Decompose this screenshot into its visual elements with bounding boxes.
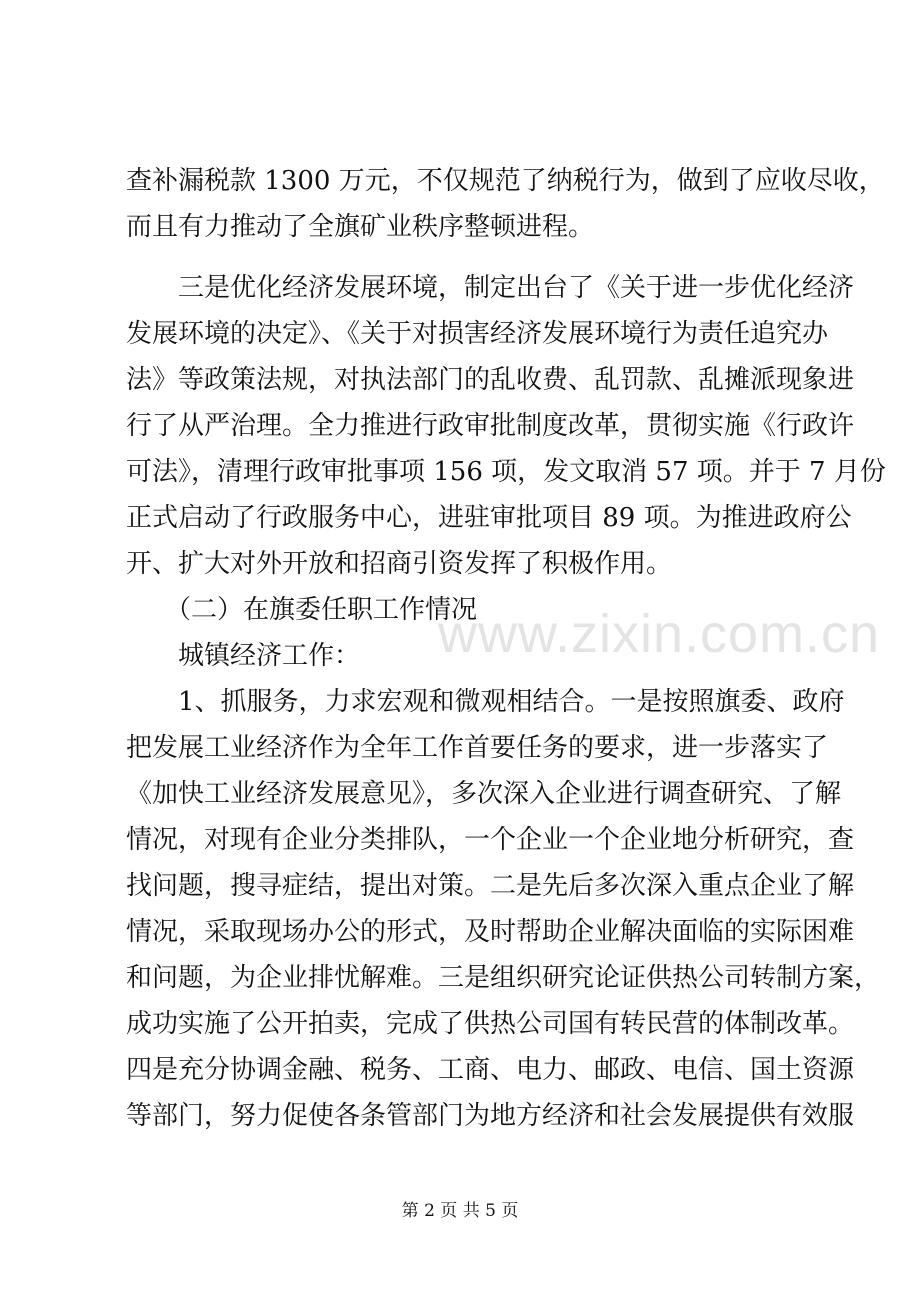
text-line: 开、扩大对外开放和招商引资发挥了积极作用。 — [126, 549, 673, 579]
text-line: 行了从严治理。全力推进行政审批制度改革，贯彻实施《行政许 — [126, 411, 855, 441]
text-line: 把发展工业经济作为全年工作首要任务的要求，进一步落实了 — [126, 733, 829, 763]
text-line: 发展环境的决定》、《关于对损害经济发展环境行为责任追究办 — [126, 319, 829, 349]
text-line: 找问题，搜寻症结，提出对策。二是先后多次深入重点企业了解 — [126, 871, 855, 901]
text-line: 《加快工业经济发展意见》，多次深入企业进行调查研究、了解 — [126, 779, 842, 809]
watermark: www.zixin.com.cn — [438, 604, 881, 664]
text-line: 而且有力推动了全旗矿业秩序整顿进程。 — [126, 212, 595, 242]
text-line: 法》等政策法规，对执法部门的乱收费、乱罚款、乱摊派现象进 — [126, 365, 855, 395]
section-heading: （二）在旗委任职工作情况 — [165, 595, 478, 625]
text-line: 查补漏税款 1300 万元，不仅规范了纳税行为，做到了应收尽收， — [126, 166, 885, 196]
text-line: 可法》，清理行政审批事项 156 项，发文取消 57 项。并于 7 月份 — [126, 457, 886, 487]
text-line: 情况，对现有企业分类排队，一个企业一个企业地分析研究，查 — [126, 825, 855, 855]
text-line: 等部门，努力促使各条管部门为地方经济和社会发展提供有效服 — [126, 1101, 855, 1131]
paragraph-start-line: 三是优化经济发展环境，制定出台了《关于进一步优化经济 — [178, 273, 855, 303]
text-line: 和问题，为企业排忧解难。三是组织研究论证供热公司转制方案， — [126, 963, 881, 993]
paragraph-start-line: 1、抓服务，力求宏观和微观相结合。一是按照旗委、政府 — [178, 687, 845, 717]
text-line: 四是充分协调金融、税务、工商、电力、邮政、电信、国土资源 — [126, 1055, 855, 1085]
text-line: 情况，采取现场办公的形式，及时帮助企业解决面临的实际困难 — [126, 917, 855, 947]
subsection-heading: 城镇经济工作： — [178, 641, 361, 671]
text-line: 正式启动了行政服务中心，进驻审批项目 89 项。为推进政府公 — [126, 503, 852, 533]
text-line: 成功实施了公开拍卖，完成了供热公司国有转民营的体制改革。 — [126, 1009, 855, 1039]
page-number-footer: 第 2 页 共 5 页 — [401, 1201, 519, 1221]
